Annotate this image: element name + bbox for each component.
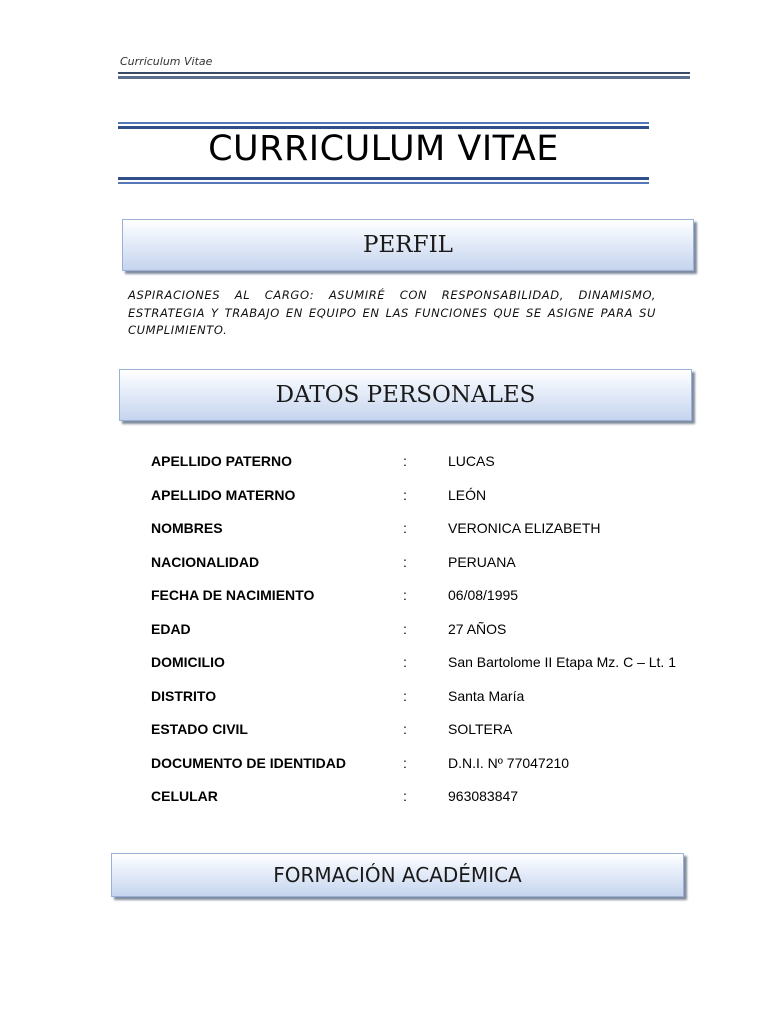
data-label: ESTADO CIVIL: [151, 721, 248, 737]
section-title: DATOS PERSONALES: [275, 382, 536, 408]
section-title: PERFIL: [363, 232, 453, 258]
data-label: APELLIDO MATERNO: [151, 486, 296, 503]
data-value: San Bartolome II Etapa Mz. C – Lt. 1: [448, 654, 676, 670]
data-label: DOCUMENTO DE IDENTIDAD: [151, 754, 346, 771]
data-row: [151, 452, 711, 486]
data-separator: :: [403, 721, 407, 737]
data-separator: :: [403, 587, 407, 603]
data-value: 27 AÑOS: [448, 620, 507, 637]
data-separator: :: [403, 486, 407, 503]
data-row: [151, 486, 711, 520]
header-rule: [118, 76, 690, 79]
data-value: PERUANA: [448, 553, 516, 570]
data-value: 963083847: [448, 788, 519, 804]
data-row: [151, 586, 711, 620]
data-value: SOLTERA: [448, 721, 513, 737]
data-separator: :: [403, 620, 407, 637]
data-separator: :: [403, 754, 407, 771]
header-rule: [118, 72, 690, 74]
data-separator: :: [403, 553, 407, 570]
data-row: [151, 787, 711, 821]
data-label: EDAD: [151, 620, 191, 637]
data-row: [151, 687, 711, 721]
data-value: VERONICA ELIZABETH: [448, 520, 601, 536]
data-value: Santa María: [448, 687, 525, 704]
data-value: LEÓN: [448, 486, 487, 503]
data-row: [151, 754, 711, 788]
data-label: DOMICILIO: [151, 654, 225, 670]
data-separator: :: [403, 788, 407, 804]
data-separator: :: [403, 520, 407, 536]
data-row: [151, 553, 711, 587]
section-header-formacion-academica: [111, 853, 684, 897]
data-row: [151, 519, 711, 553]
running-header: Curriculum Vitae: [120, 55, 213, 68]
data-label: CELULAR: [151, 788, 218, 804]
personal-data-table: [151, 452, 711, 821]
section-title: FORMACIÓN ACADÉMICA: [273, 863, 522, 887]
data-label: NOMBRES: [151, 520, 223, 536]
data-value: 06/08/1995: [448, 587, 519, 603]
data-separator: :: [403, 687, 407, 704]
data-separator: :: [403, 654, 407, 670]
title-rule-bottom: [118, 182, 649, 184]
document-title: CURRICULUM VITAE: [208, 129, 559, 169]
section-header-datos-personales: [119, 369, 692, 421]
title-rule-bottom: [118, 177, 649, 180]
data-label: NACIONALIDAD: [151, 553, 260, 570]
data-value: D.N.I. Nº 77047210: [448, 754, 570, 771]
data-value: LUCAS: [448, 453, 495, 469]
data-label: FECHA DE NACIMIENTO: [151, 587, 315, 603]
data-label: APELLIDO PATERNO: [151, 453, 293, 469]
data-row: [151, 620, 711, 654]
profile-text: ASPIRACIONES AL CARGO: ASUMIRÉ CON RESPONSABILIDAD, DINAMISMO, ESTRATEGIA Y TRABAJO EN EQUIPO EN LAS FUNCIONES QUE SE ASIGNE PARA SU CUMPLIMIENTO.: [128, 288, 656, 337]
data-row: [151, 720, 711, 754]
data-separator: :: [403, 453, 407, 469]
section-header-perfil: [122, 219, 694, 271]
data-label: DISTRITO: [151, 687, 217, 704]
data-row: [151, 653, 711, 687]
